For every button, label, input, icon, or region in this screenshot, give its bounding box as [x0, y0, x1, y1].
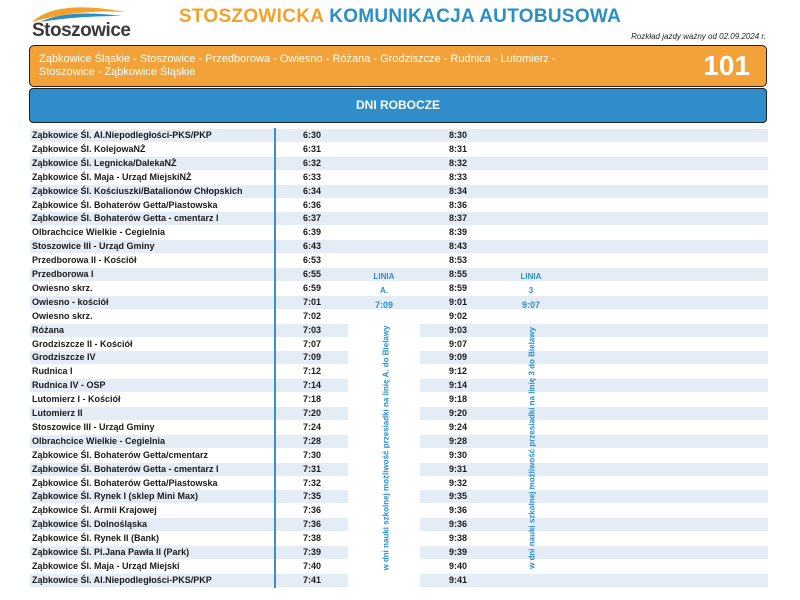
stop-name: Rudnica I	[32, 366, 73, 377]
column-divider	[274, 128, 276, 588]
departure-time-col1: 7:30	[302, 449, 321, 460]
row-stripe	[568, 351, 768, 364]
stop-name: Owiesno skrz.	[32, 310, 93, 321]
row-stripe	[568, 463, 768, 476]
stop-name: Grodziszcze IV	[32, 352, 96, 363]
departure-time-col2: 9:12	[448, 366, 467, 377]
departure-time-col1: 6:55	[302, 269, 321, 279]
departure-time-col2: 9:02	[448, 310, 467, 321]
route-line-2: Stoszowice - Ząbkowice Śląskie	[39, 66, 196, 78]
stop-name: Ząbkowice Śl. Rynek I (sklep Mini Max)	[32, 491, 199, 502]
row-stripe	[420, 463, 568, 476]
departure-time-col2: 9:36	[448, 519, 467, 530]
day-type-band	[29, 88, 767, 123]
departure-time-col2: 8:34	[448, 185, 467, 196]
departure-time-col1: 6:36	[302, 199, 321, 210]
departure-time-col2: 8:33	[448, 171, 467, 182]
stop-name: Olbrachcice Wielkie - Cegielnia	[32, 227, 165, 238]
departure-time-col2: 9:07	[448, 338, 467, 349]
stop-name: Ząbkowice Śl. Maja - Urząd MiejskiNŻ	[32, 171, 192, 182]
departure-time-col1: 7:07	[302, 338, 321, 349]
departure-time-col2: 9:41	[448, 574, 467, 585]
stop-name: Stoszowice III - Urząd Gminy	[32, 241, 155, 252]
departure-time-col1: 7:36	[302, 505, 321, 516]
stop-name: Ząbkowice Śl. KolejowaNŻ	[32, 143, 146, 154]
row-stripe	[276, 240, 768, 253]
row-stripe	[420, 546, 568, 559]
stop-name: Ząbkowice Śl. Bohaterów Getta/cmentarz	[32, 449, 209, 460]
day-type-label: DNI ROBOCZE	[356, 98, 440, 112]
departure-time-col1: 7:41	[302, 574, 321, 585]
branch1-label2: A.	[380, 286, 388, 295]
row-stripe	[420, 518, 568, 531]
row-stripe	[276, 185, 768, 198]
route-band	[29, 45, 767, 87]
row-stripe	[420, 407, 568, 420]
row-stripe	[420, 324, 568, 337]
branch2-label2: 3	[528, 286, 534, 295]
branch2-label1: LINIA	[520, 272, 542, 281]
departure-time-col1: 6:33	[302, 171, 321, 182]
row-stripe	[568, 435, 768, 448]
departure-time-col2: 9:18	[448, 394, 467, 405]
departure-time-col2: 9:01	[448, 296, 467, 307]
stop-name: Lutomierz I - Kościół	[32, 394, 121, 405]
departure-time-col1: 7:36	[302, 519, 321, 530]
departure-time-col1: 7:40	[302, 560, 321, 571]
departure-time-col2: 8:39	[448, 227, 467, 238]
departure-time-col2: 8:32	[448, 157, 467, 168]
departure-time-col2: 9:31	[448, 463, 467, 474]
departure-time-col1: 6:30	[302, 130, 321, 140]
departure-time-col2: 8:55	[448, 269, 467, 279]
departure-time-col2: 9:39	[448, 547, 467, 557]
departure-time-col2: 9:20	[448, 408, 467, 418]
departure-time-col2: 9:24	[448, 421, 467, 432]
stop-name: Ząbkowice Śl. Bohaterów Getta - cmentarz I	[32, 213, 219, 224]
stop-name: Ząbkowice Śl. Legnicka/DalekaNŻ	[32, 157, 177, 168]
departure-time-col1: 7:31	[302, 463, 321, 474]
branch1-label1: LINIA	[373, 272, 395, 281]
stop-name: Ząbkowice Śl. Kościuszki/Batalionów Chłopskich	[32, 185, 243, 196]
departure-time-col1: 7:35	[302, 491, 321, 502]
departure-time-col2: 8:53	[448, 255, 467, 266]
departure-time-col1: 6:31	[302, 143, 321, 154]
stop-name: Przedborowa II - Kościół	[32, 255, 137, 266]
stop-name: Owiesno skrz.	[32, 282, 93, 293]
departure-time-col1: 7:12	[302, 366, 321, 377]
departure-time-col2: 8:43	[448, 241, 467, 252]
row-stripe	[568, 324, 768, 337]
row-stripe	[568, 490, 768, 503]
row-stripe	[420, 490, 568, 503]
row-stripe	[568, 546, 768, 559]
stop-name: Ząbkowice Śl. Bohaterów Getta - cmentarz I	[32, 463, 219, 474]
title-part1: STOSZOWICKA	[178, 6, 324, 27]
departure-time-col1: 6:37	[302, 213, 321, 224]
stop-name: Grodziszcze II - Kościół	[32, 338, 133, 349]
stop-name: Ząbkowice Śl. Al.Niepodległości-PKS/PKP	[32, 130, 212, 140]
departure-time-col2: 9:35	[448, 491, 467, 502]
departure-time-col2: 8:37	[448, 213, 467, 224]
departure-time-col1: 7:14	[302, 380, 321, 391]
departure-time-col2: 8:36	[448, 199, 467, 210]
row-stripe	[568, 407, 768, 420]
stop-name: Ząbkowice Śl. Al.Niepodległości-PKS/PKP	[32, 574, 212, 585]
stop-name: Stoszowice III - Urząd Gminy	[32, 421, 155, 432]
stop-name: Owiesno - kościół	[32, 296, 109, 307]
row-stripe	[420, 435, 568, 448]
row-stripe	[276, 129, 768, 142]
branch2-time: 9:07	[521, 300, 540, 310]
branch2-note: w dni nauki szkolnej możliwość przesiadki na linię 3 do Bielawy	[527, 327, 537, 569]
departure-time-col2: 8:59	[448, 282, 467, 293]
validity-note: Rozkład jazdy ważny od 02.09.2024 r.	[631, 32, 766, 41]
stop-name: Ząbkowice Śl. Bohaterów Getta/Piastowska	[32, 199, 218, 210]
row-stripe	[568, 574, 768, 587]
departure-time-col2: 9:28	[448, 435, 467, 446]
departure-time-col2: 9:36	[448, 505, 467, 516]
departure-time-col1: 7:02	[302, 310, 321, 321]
stop-name: Ząbkowice Śl. Pl.Jana Pawła II (Park)	[32, 547, 190, 557]
departure-time-col2: 9:32	[448, 477, 467, 488]
departure-time-col1: 6:34	[302, 185, 321, 196]
departure-time-col1: 7:20	[302, 408, 321, 418]
stop-name: Olbrachcice Wielkie - Cegielnia	[32, 435, 165, 446]
departure-time-col1: 6:39	[302, 227, 321, 238]
departure-time-col2: 9:03	[448, 324, 467, 335]
stop-name: Ząbkowice Śl. Armii Krajowej	[32, 505, 157, 516]
departure-time-col2: 9:09	[448, 352, 467, 363]
row-stripe	[420, 574, 568, 587]
stop-name: Ząbkowice Śl. Rynek II (Bank)	[32, 533, 160, 544]
departure-time-col1: 6:59	[302, 282, 321, 293]
stop-name: Lutomierz II	[32, 408, 83, 418]
departure-time-col1: 7:03	[302, 324, 321, 335]
departure-time-col1: 7:28	[302, 435, 321, 446]
departure-time-col2: 8:31	[448, 143, 467, 154]
departure-time-col1: 6:43	[302, 241, 321, 252]
departure-time-col1: 6:32	[302, 157, 321, 168]
departure-time-col1: 7:24	[302, 421, 321, 432]
departure-time-col2: 9:14	[448, 380, 467, 391]
row-stripe	[568, 518, 768, 531]
stop-name: Ząbkowice Śl. Bohaterów Getta/Piastowska	[32, 477, 218, 488]
departure-time-col1: 7:38	[302, 533, 321, 544]
row-stripe	[30, 324, 274, 337]
departure-time-col1: 7:01	[302, 296, 321, 307]
row-stripe	[420, 351, 568, 364]
row-stripe	[568, 379, 768, 392]
route-line-1: Ząbkowice Śląskie - Stoszowice - Przedborowa - Owiesno - Różana - Grodziszcze - Rudnica - Lutomierz -	[39, 53, 556, 65]
stop-name: Ząbkowice Śl. Dolnośląska	[32, 519, 148, 530]
stop-name: Ząbkowice Śl. Maja - Urząd Miejski	[32, 560, 180, 571]
row-stripe	[420, 379, 568, 392]
departure-time-col1: 7:18	[302, 394, 321, 405]
route-description	[39, 53, 599, 79]
title-part2: KOMUNIKACJA AUTOBUSOWA	[329, 6, 622, 27]
stop-name: Różana	[32, 324, 65, 335]
branch1-time: 7:09	[374, 300, 393, 310]
branch1-note: w dni nauki szkolnej możliwość przesiadki na linię A. do Bielawy	[381, 325, 391, 571]
row-stripe	[276, 157, 768, 170]
logo-text: Stoszowice	[32, 20, 131, 41]
departure-time-col2: 8:30	[448, 130, 467, 140]
row-stripe	[276, 212, 768, 225]
departure-time-col2: 9:38	[448, 533, 467, 544]
departure-time-col1: 7:32	[302, 477, 321, 488]
page-title	[0, 6, 800, 28]
departure-time-col1: 6:53	[302, 255, 321, 266]
departure-time-col2: 9:30	[448, 449, 467, 460]
stop-name: Przedborowa I	[32, 269, 94, 279]
stop-name: Rudnica IV - OSP	[32, 380, 106, 391]
route-number: 101	[703, 50, 750, 81]
departure-time-col1: 7:39	[302, 547, 321, 557]
departure-time-col1: 7:09	[302, 352, 321, 363]
departure-time-col2: 9:40	[448, 560, 467, 571]
